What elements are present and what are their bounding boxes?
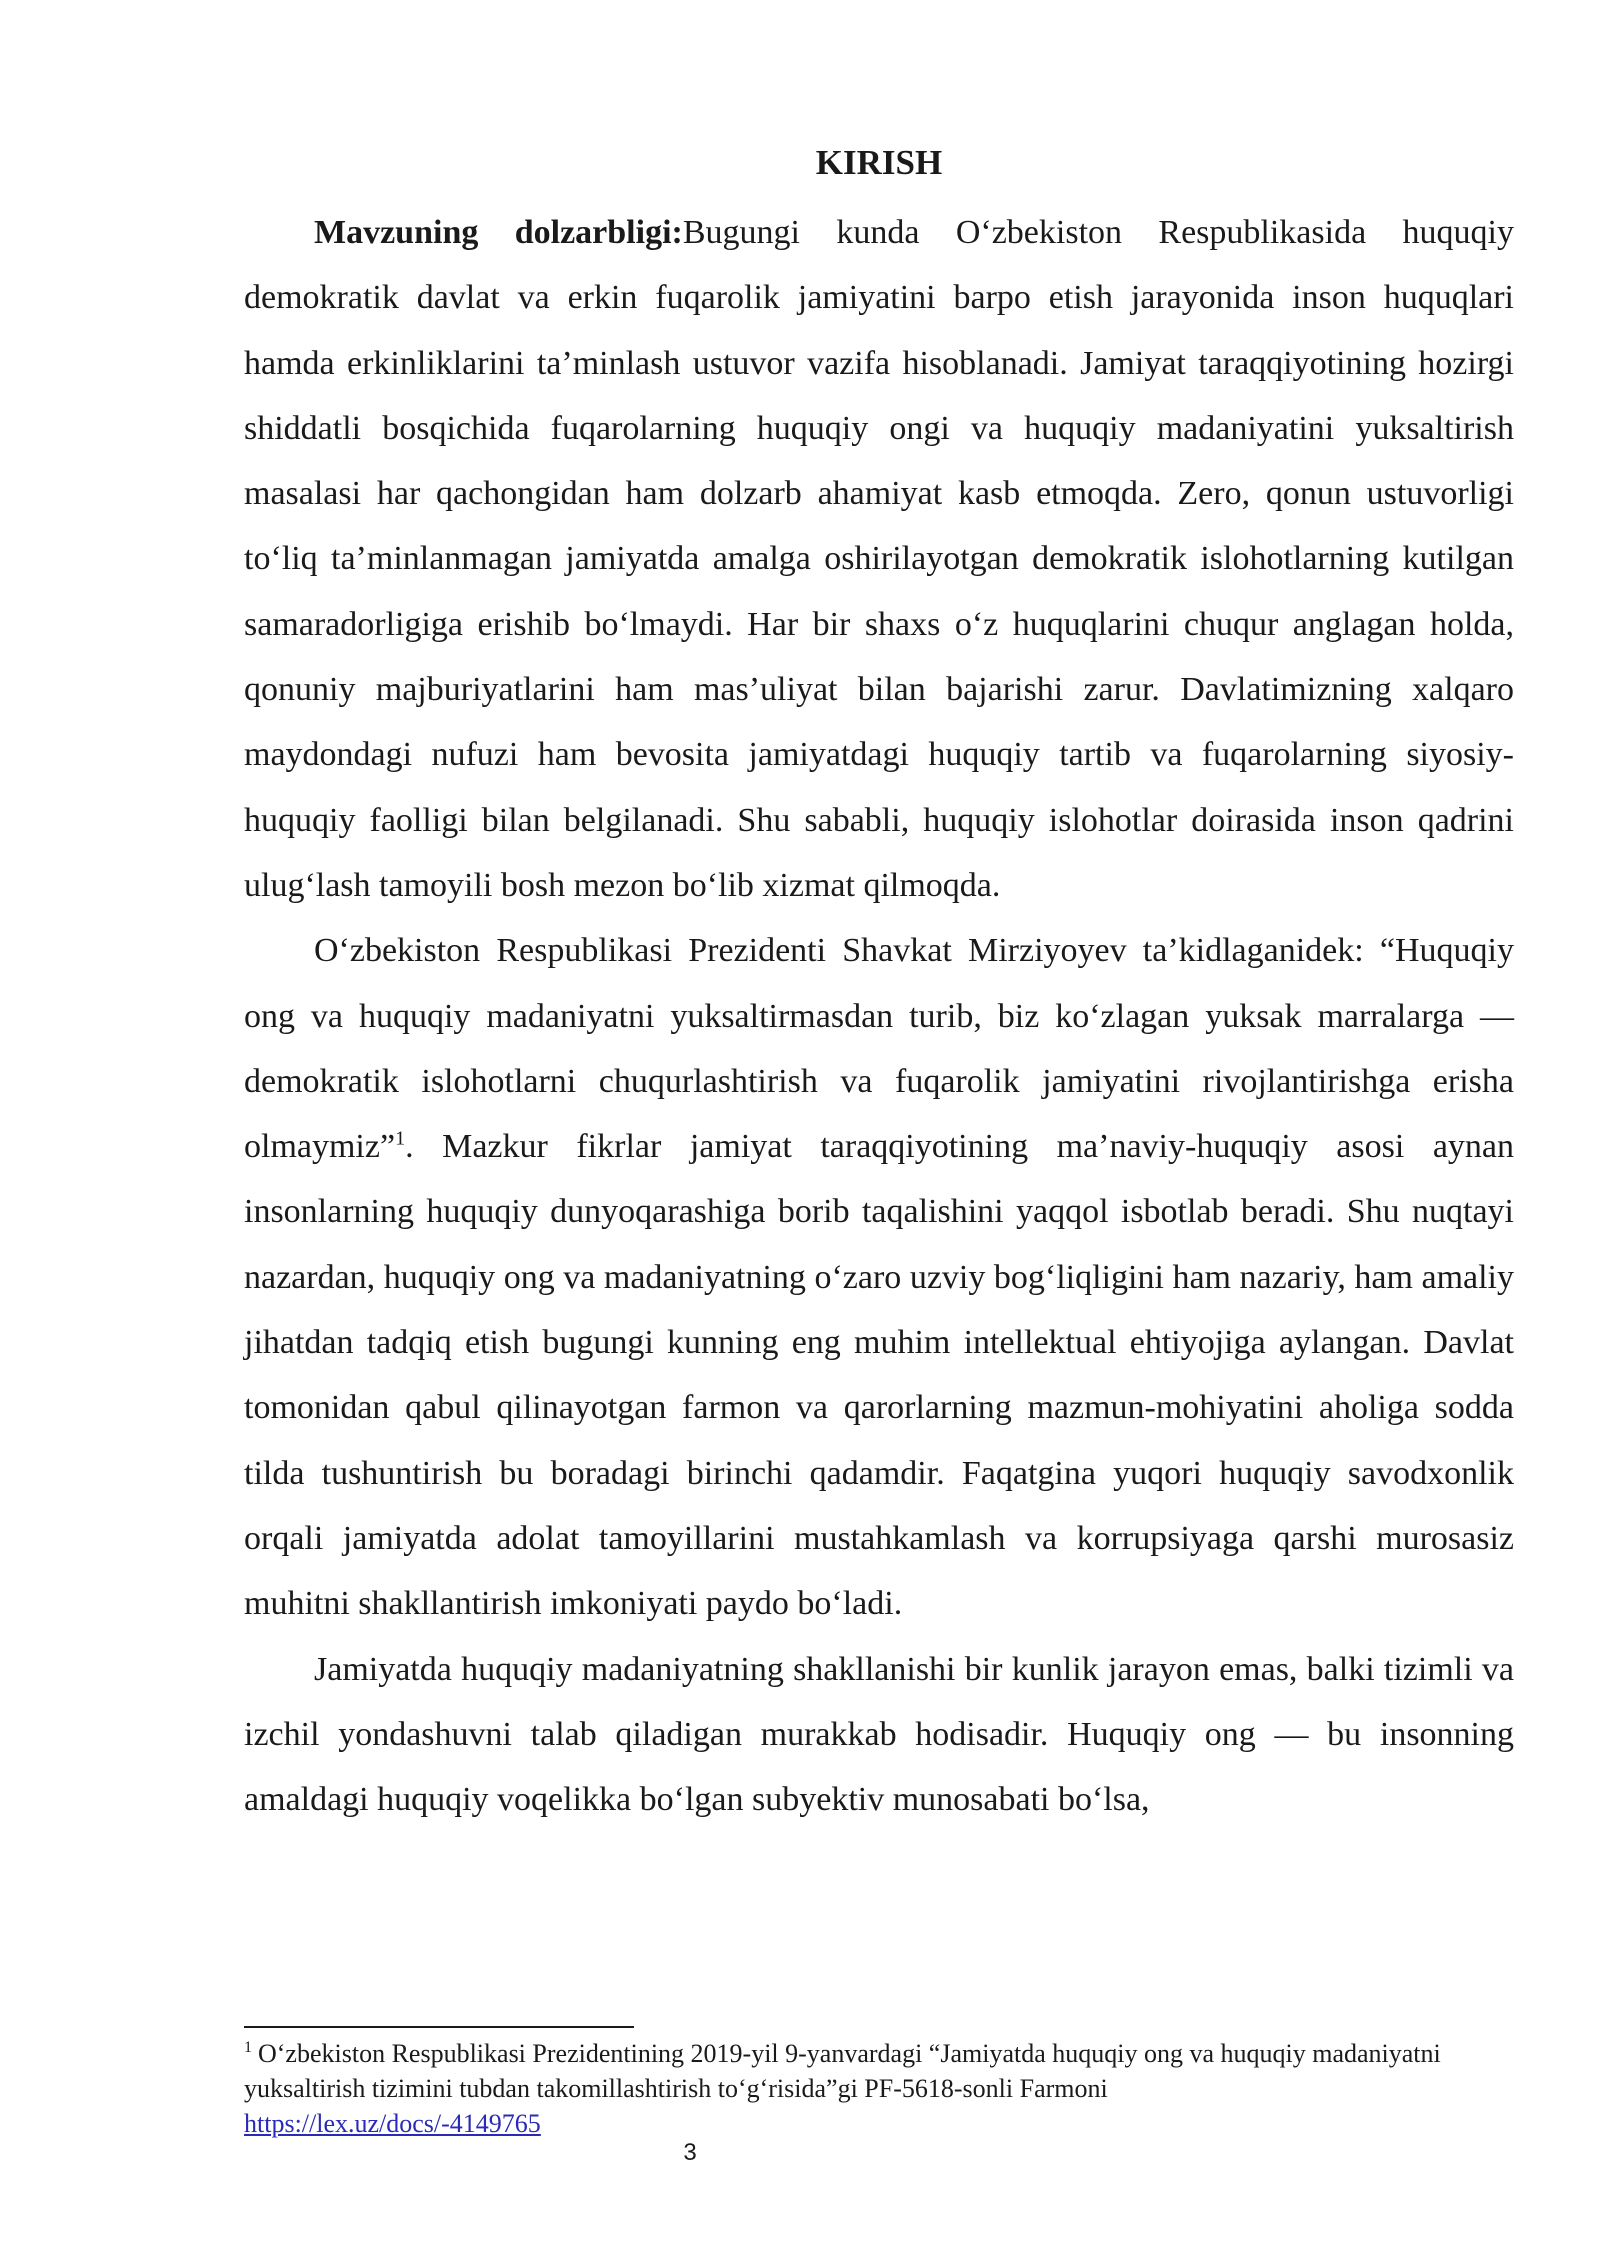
footnote-number: 1: [244, 2039, 252, 2057]
paragraph-legal-culture: [244, 1637, 1514, 1833]
footnote-link[interactable]: https://lex.uz/docs/-4149765: [244, 2109, 541, 2138]
footnote: [244, 2036, 1514, 2141]
page-heading: KIRISH: [815, 143, 943, 182]
footnote-divider: [244, 2026, 634, 2028]
body-text: [244, 200, 1514, 1832]
paragraph-lead: Mavzuning dolzarbligi:: [314, 214, 683, 251]
paragraph-text: O‘zbekiston Respublikasi Prezidenti Shavkat Mirziyoyev ta’kidlaganidek: “Huquqiy ong va huquqiy madaniyatni yuksaltirmasdan turib, biz ko‘zlagan yuksak marralarga — demokratik islohotlarni chuqurlashtirish va fuqarolik jamiyatini rivojlantirishga erisha olmaymiz”: [244, 932, 1514, 1166]
page-number: 3: [683, 2139, 697, 2166]
paragraph-relevance: [244, 200, 1514, 918]
footnote-reference[interactable]: 1: [395, 1127, 406, 1150]
paragraph-president-quote: [244, 918, 1514, 1636]
footnote-text: O‘zbekiston Respublikasi Prezidentining 2019-yil 9-yanvardagi “Jamiyatda huquqiy ong va huquqiy madaniyatni yuksaltirish tizimini tubdan takomillashtirish to‘g‘risida”gi PF-5618-sonli Farmoni: [244, 2039, 1441, 2103]
paragraph-text: Bugungi kunda O‘zbekiston Respublikasida huquqiy demokratik davlat va erkin fuqarolik jamiyatini barpo etish jarayonida inson huquqlari hamda erkinliklarini ta’minlash ustuvor vazifa hisoblanadi. Jamiyat taraqqiyotining hozirgi shiddatli bosqichida fuqarolarning huquqiy ongi va huquqiy madaniyatini yuksaltirish masalasi har qachongidan ham dolzarb ahamiyat kasb etmoqda. Zero, qonun ustuvorligi to‘liq ta’minlanmagan jamiyatda amalga oshirilayotgan demokratik islohotlarning kutilgan samaradorligiga erishib bo‘lmaydi. Har bir shaxs o‘z huquqlarini chuqur anglagan holda, qonuniy majburiyatlarini ham mas’uliyat bilan bajarishi zarur. Davlatimizning xalqaro maydondagi nufuzi ham bevosita jamiyatdagi huquqiy tartib va fuqarolarning siyosiy-huquqiy faolligi bilan belgilanadi. Shu sababli, huquqiy islohotlar doirasida inson qadrini ulug‘lash tamoyili bosh mezon bo‘lib xizmat qilmoqda.: [244, 214, 1514, 904]
paragraph-text: Jamiyatda huquqiy madaniyatning shakllanishi bir kunlik jarayon emas, balki tizimli va izchil yondashuvni talab qiladigan murakkab hodisadir. Huquqiy ong — bu insonning amaldagi huquqiy voqelikka bo‘lgan subyektiv munosabati bo‘lsa,: [244, 1650, 1514, 1819]
paragraph-text: . Mazkur fikrlar jamiyat taraqqiyotining ma’naviy-huquqiy asosi aynan insonlarning huquqiy dunyoqarashiga borib taqalishini yaqqol isbotlab beradi. Shu nuqtayi nazardan, huquqiy ong va madaniyatning o‘zaro uzviy bog‘liqligini ham nazariy, ham amaliy jihatdan tadqiq etish bugungi kunning eng muhim intellektual ehtiyojiga aylangan. Davlat tomonidan qabul qilinayotgan farmon va qarorlarning mazmun-mohiyatini aholiga sodda tilda tushuntirish bu boradagi birinchi qadamdir. Faqatgina yuqori huquqiy savodxonlik orqali jamiyatda adolat tamoyillarini mustahkamlash va korrupsiyaga qarshi murosasiz muhitni shakllantirish imkoniyati paydo bo‘ladi.: [244, 1128, 1514, 1623]
